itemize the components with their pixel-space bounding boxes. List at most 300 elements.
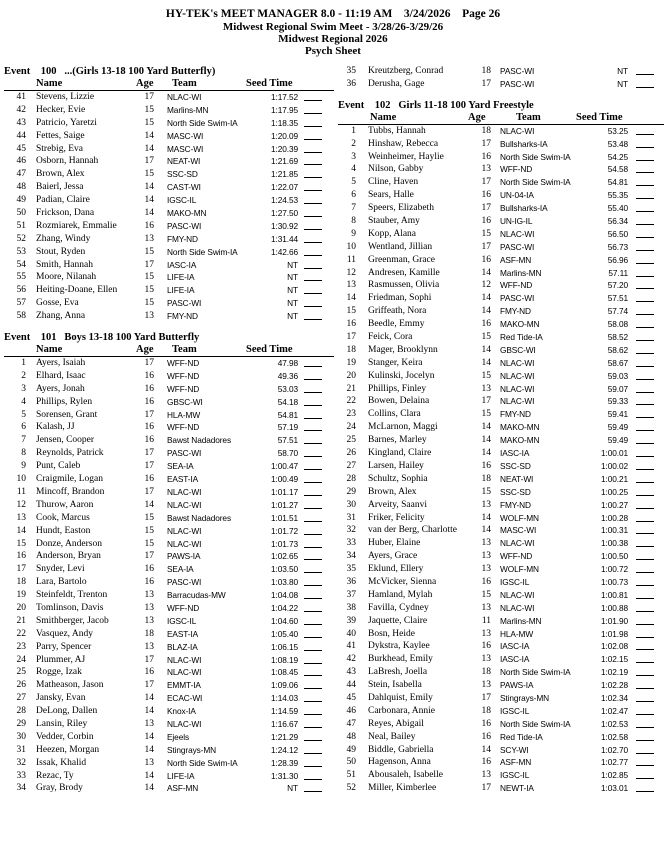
result-blank-line [304, 482, 322, 483]
seed-time: 1:20.09 [271, 130, 298, 141]
swimmer-name: Wentland, Jillian [368, 241, 433, 252]
swimmer-age: 14 [144, 731, 154, 742]
event-block [4, 331, 334, 795]
entry-rank: 12 [16, 499, 26, 510]
team-name: HLA-MW [167, 409, 201, 420]
entry-rank: 15 [16, 538, 26, 549]
team-name: North Side Swim-IA [500, 177, 571, 188]
seed-time: 47.98 [277, 358, 298, 369]
entry-rank: 25 [16, 667, 26, 678]
seed-time: 54.81 [277, 409, 298, 420]
swimmer-name: Eklund, Ellery [368, 564, 424, 575]
swimmer-age: 15 [481, 370, 491, 381]
swimmer-name: Weinheimer, Haylie [368, 151, 444, 162]
seed-time: 1:31.30 [271, 770, 298, 781]
seed-time: 1:24.12 [271, 744, 298, 755]
name-header: Name [370, 111, 397, 123]
swimmer-name: Stout, Ryden [36, 246, 86, 257]
result-blank-line [304, 637, 322, 638]
result-blank-line [304, 663, 322, 664]
swimmer-age: 13 [144, 718, 154, 729]
result-blank-line [636, 404, 654, 405]
team-name: FMY-ND [500, 409, 531, 420]
seed-time: 1:01.51 [271, 512, 298, 523]
entry-rank: 54 [16, 259, 26, 270]
event-title [4, 331, 334, 344]
entry-rank: 34 [16, 783, 26, 794]
entry-row [338, 782, 664, 795]
team-name: WFF-ND [500, 164, 533, 175]
result-blank-line [636, 224, 654, 225]
swimmer-name: Craigmile, Logan [36, 474, 104, 485]
entry-rank: 5 [351, 177, 356, 188]
swimmer-name: Smith, Hannah [36, 259, 93, 270]
team-name: WOLF-MN [500, 564, 539, 575]
entry-row [338, 615, 664, 628]
swimmer-name: Cook, Marcus [36, 512, 90, 523]
entry-rank: 44 [346, 680, 356, 691]
swimmer-name: Jansky, Evan [36, 693, 86, 704]
entry-rank: 28 [16, 706, 26, 717]
entry-rank: 38 [346, 602, 356, 613]
seed-time: 1:00.50 [601, 551, 628, 562]
team-name: WFF-ND [167, 383, 200, 394]
page-header-line [0, 8, 666, 20]
swimmer-age: 14 [481, 293, 491, 304]
entry-row [338, 589, 664, 602]
entry-row [338, 344, 664, 357]
result-blank-line [636, 637, 654, 638]
seed-time: 1:02.47 [601, 705, 628, 716]
swimmer-name: Biddle, Gabriella [368, 744, 434, 755]
entry-row [338, 705, 664, 718]
team-name: North Side Swim-IA [500, 151, 571, 162]
swimmer-name: Elhard, Isaac [36, 370, 86, 381]
result-blank-line [636, 353, 654, 354]
swimmer-name: Heezen, Morgan [36, 744, 100, 755]
entry-rank: 58 [16, 311, 26, 322]
seed-time: 1:03.01 [601, 783, 628, 794]
entry-rank: 56 [16, 285, 26, 296]
seed-header: Seed Time [576, 111, 623, 123]
seed-time: 1:08.19 [271, 654, 298, 665]
result-blank-line [304, 753, 322, 754]
seed-time: 1:04.22 [271, 602, 298, 613]
team-name: NLAC-WI [167, 499, 202, 510]
entry-row [338, 524, 664, 537]
swimmer-name: Stanger, Keira [368, 357, 423, 368]
entry-row [4, 705, 334, 718]
team-name: NLAC-WI [167, 718, 202, 729]
swimmer-name: Hamland, Mylah [368, 589, 433, 600]
entry-row [338, 331, 664, 344]
swimmer-age: 16 [481, 731, 491, 742]
seed-time: 58.70 [277, 448, 298, 459]
entry-rank: 43 [16, 117, 26, 128]
swimmer-name: Tomlinson, Davis [36, 602, 104, 613]
team-name: PASC-WI [167, 220, 202, 231]
entry-row [4, 246, 334, 259]
seed-time: 59.07 [607, 383, 628, 394]
swimmer-name: Rezac, Ty [36, 770, 74, 781]
swimmer-age: 17 [481, 783, 491, 794]
entry-row [338, 718, 664, 731]
entry-rank: 18 [346, 344, 356, 355]
name-header: Name [36, 344, 63, 356]
result-blank-line [304, 598, 322, 599]
entry-row [338, 202, 664, 215]
swimmer-name: Kingland, Claire [368, 448, 432, 459]
team-name: SSC-SD [500, 460, 531, 471]
team-name: MASC-WI [167, 143, 204, 154]
entry-row [4, 525, 334, 538]
entry-rank: 20 [16, 602, 26, 613]
entry-row [4, 615, 334, 628]
swimmer-age: 18 [481, 705, 491, 716]
swimmer-name: Stein, Isabella [368, 680, 422, 691]
result-blank-line [304, 701, 322, 702]
team-name: NLAC-WI [500, 125, 535, 136]
seed-time: 1:22.07 [271, 182, 298, 193]
seed-time: 1:04.60 [271, 615, 298, 626]
age-header: Age [468, 111, 486, 123]
seed-time: 49.36 [277, 370, 298, 381]
result-blank-line [636, 211, 654, 212]
result-blank-line [636, 482, 654, 483]
swimmer-age: 14 [481, 344, 491, 355]
swimmer-name: Huber, Elaine [368, 538, 421, 549]
team-name: Bullsharks-IA [500, 138, 548, 149]
swimmer-name: Anderson, Bryan [36, 551, 101, 562]
entry-rank: 46 [16, 156, 26, 167]
result-blank-line [636, 495, 654, 496]
result-blank-line [636, 456, 654, 457]
swimmer-age: 16 [144, 564, 154, 575]
entry-row [4, 654, 334, 667]
team-name: NLAC-WI [500, 357, 535, 368]
team-name: WFF-ND [500, 551, 533, 562]
seed-time: 1:01.90 [601, 615, 628, 626]
entry-row [4, 770, 334, 783]
entry-row [338, 628, 664, 641]
swimmer-name: Osborn, Hannah [36, 156, 99, 167]
result-blank-line [636, 276, 654, 277]
result-blank-line [304, 280, 322, 281]
swimmer-name: Patricio, Yaretzi [36, 117, 97, 128]
entry-row [4, 310, 334, 323]
seed-time: 57.51 [277, 435, 298, 446]
entry-rank: 57 [16, 298, 26, 309]
swimmer-age: 16 [481, 576, 491, 587]
team-name: NEAT-WI [500, 473, 534, 484]
swimmer-age: 15 [144, 272, 154, 283]
seed-time: 57.20 [607, 280, 628, 291]
entry-row [338, 486, 664, 499]
seed-time: 1:08.45 [271, 667, 298, 678]
entry-rank: 29 [16, 718, 26, 729]
entry-rank: 1 [21, 358, 26, 369]
swimmer-age: 14 [481, 744, 491, 755]
result-blank-line [304, 430, 322, 431]
right-column [338, 65, 664, 795]
entry-row [338, 769, 664, 782]
seed-time: 1:17.52 [271, 92, 298, 102]
swimmer-age: 13 [144, 615, 154, 626]
entry-row [338, 447, 664, 460]
entry-rank: 44 [16, 130, 26, 141]
seed-time: 1:27.50 [271, 208, 298, 219]
entry-rank: 22 [346, 396, 356, 407]
result-blank-line [304, 100, 322, 101]
seed-time: 1:01.27 [271, 499, 298, 510]
swimmer-name: Stauber, Amy [368, 216, 420, 227]
swimmer-age: 17 [144, 156, 154, 167]
seed-time: 1:21.85 [271, 169, 298, 180]
swimmer-age: 16 [144, 577, 154, 588]
swimmer-name: Lara, Bartolo [36, 577, 87, 588]
swimmer-name: Frickson, Dana [36, 208, 95, 219]
team-name: GBSC-WI [167, 396, 203, 407]
entry-rank: 11 [346, 254, 356, 265]
result-blank-line [636, 740, 654, 741]
result-blank-line [636, 327, 654, 328]
result-blank-line [304, 392, 322, 393]
result-blank-line [304, 319, 322, 320]
entry-rank: 24 [16, 654, 26, 665]
result-blank-line [636, 160, 654, 161]
swimmer-name: Punt, Caleb [36, 461, 81, 472]
seed-time: 1:00.72 [601, 564, 628, 575]
entry-row [338, 292, 664, 305]
entry-rank: 19 [16, 590, 26, 601]
name-header: Name [36, 78, 63, 89]
swimmer-name: Phillips, Rylen [36, 396, 93, 407]
entry-rank: 52 [16, 233, 26, 244]
entry-row [338, 176, 664, 189]
entry-rank: 1 [351, 125, 356, 136]
swimmer-name: Burkhead, Emily [368, 654, 433, 665]
swimmer-age: 14 [144, 208, 154, 219]
seed-time: 57.11 [608, 267, 628, 278]
team-name: PAWS-IA [500, 680, 534, 691]
entry-rank: 30 [346, 499, 356, 510]
event-number: 101 [40, 332, 57, 344]
seed-time: 1:21.29 [271, 731, 298, 742]
entry-rank: 27 [16, 693, 26, 704]
result-blank-line [304, 418, 322, 419]
result-blank-line [304, 791, 322, 792]
seed-time: 55.40 [607, 203, 628, 214]
result-blank-line [636, 147, 654, 148]
team-name: Marlins-MN [500, 267, 542, 278]
result-blank-line [636, 314, 654, 315]
team-name: WFF-ND [167, 370, 200, 381]
team-name: BLAZ-IA [167, 641, 198, 652]
entry-rank: 3 [21, 383, 26, 394]
entry-row [338, 228, 664, 241]
team-name: North Side Swim-IA [167, 246, 238, 257]
swimmer-name: Rogge, Izak [36, 667, 82, 678]
seed-time: 57.19 [277, 422, 298, 433]
software-version: HY-TEK's MEET MANAGER 8.0 - 11:19 AM [165, 8, 393, 20]
entry-row [4, 130, 334, 143]
result-blank-line [636, 688, 654, 689]
team-name: SEA-IA [167, 461, 194, 472]
swimmer-name: Reynolds, Patrick [36, 448, 104, 459]
team-name: Stingrays-MN [500, 692, 550, 703]
team-name: Bawst Nadadores [167, 435, 231, 446]
swimmer-age: 14 [144, 783, 154, 794]
result-blank-line [636, 675, 654, 676]
entry-row [338, 65, 664, 78]
swimmer-name: Baierl, Jessa [36, 182, 84, 193]
team-name: MAKO-MN [500, 319, 540, 330]
seed-time: 56.50 [607, 228, 628, 239]
team-name: NLAC-WI [167, 486, 202, 497]
seed-time: 1:02.53 [601, 718, 628, 729]
seed-time: 1:02.28 [601, 680, 628, 691]
entry-row [4, 370, 334, 383]
team-name: UN-04-IA [500, 190, 534, 201]
entry-row [4, 499, 334, 512]
result-blank-line [304, 688, 322, 689]
entry-rank: 51 [16, 220, 26, 231]
swimmer-age: 17 [144, 486, 154, 497]
entry-row [338, 163, 664, 176]
seed-time: 1:00.81 [601, 589, 628, 600]
swimmer-name: McVicker, Sienna [368, 576, 437, 587]
team-name: EAST-IA [167, 628, 199, 639]
swimmer-age: 15 [481, 589, 491, 600]
swimmer-age: 14 [144, 182, 154, 193]
swimmer-name: Smithberger, Jacob [36, 615, 109, 626]
seed-time: 1:04.08 [271, 590, 298, 601]
seed-time: 1:01.73 [271, 538, 298, 549]
team-name: Red Tide-IA [500, 332, 543, 343]
entry-row [338, 550, 664, 563]
seed-time: 1:02.65 [271, 551, 298, 562]
entry-row [338, 421, 664, 434]
team-name: PASC-WI [167, 448, 202, 459]
result-blank-line [304, 306, 322, 307]
team-name: PASC-WI [500, 66, 535, 76]
team-name: NLAC-WI [500, 370, 535, 381]
entry-rank: 8 [21, 448, 26, 459]
entry-row [338, 267, 664, 280]
swimmer-age: 18 [481, 66, 491, 76]
seed-time: NT [287, 285, 298, 296]
result-blank-line [636, 198, 654, 199]
swimmer-name: Stevens, Lizzie [36, 92, 95, 102]
swimmer-name: Sears, Halle [368, 190, 414, 201]
entry-row [4, 473, 334, 486]
swimmer-name: Carbonara, Annie [368, 705, 436, 716]
result-blank-line [636, 598, 654, 599]
entry-rank: 28 [346, 473, 356, 484]
entry-rank: 32 [346, 525, 356, 536]
result-blank-line [304, 379, 322, 380]
sheet-title: Psych Sheet [305, 45, 361, 57]
seed-time: 56.73 [607, 241, 628, 252]
team-name: North Side Swim-IA [167, 757, 238, 768]
swimmer-name: Brown, Alex [36, 169, 85, 180]
swimmer-age: 15 [144, 104, 154, 115]
team-name: MASC-WI [167, 130, 204, 141]
entry-row [4, 757, 334, 770]
team-name: IASC-IA [500, 654, 530, 665]
column-headers [338, 112, 664, 125]
result-blank-line [636, 791, 654, 792]
seed-time: 1:28.39 [271, 757, 298, 768]
swimmer-name: DeLong, Dallen [36, 706, 98, 717]
result-blank-line [304, 624, 322, 625]
swimmer-name: Larsen, Hailey [368, 460, 424, 471]
seed-time: 59.49 [607, 422, 628, 433]
entry-row [4, 155, 334, 168]
team-name: IASC-IA [500, 641, 530, 652]
entry-rank: 47 [346, 718, 356, 729]
entry-rank: 19 [346, 357, 356, 368]
swimmer-age: 15 [144, 298, 154, 309]
entry-row [4, 666, 334, 679]
entry-rank: 10 [16, 474, 26, 485]
entry-row [4, 194, 334, 207]
event-name: Boys 13-18 100 Yard Butterfly [64, 332, 200, 344]
swimmer-age: 17 [144, 654, 154, 665]
entry-row [338, 744, 664, 757]
entry-rank: 18 [16, 577, 26, 588]
team-name: WFF-ND [500, 280, 533, 291]
swimmer-age: 17 [481, 692, 491, 703]
team-name: WFF-ND [167, 422, 200, 433]
swimmer-age: 16 [481, 216, 491, 227]
team-name: Marlins-MN [167, 104, 209, 115]
entry-row [338, 563, 664, 576]
swimmer-name: Mincoff, Brandon [36, 486, 105, 497]
entry-rank: 20 [346, 370, 356, 381]
entry-row [338, 679, 664, 692]
meet-subtitle: Midwest Regional 2026 [278, 33, 388, 45]
entry-row [4, 447, 334, 460]
result-blank-line [304, 443, 322, 444]
swimmer-name: Ayers, Jonah [36, 383, 85, 394]
swimmer-age: 16 [144, 370, 154, 381]
left-column [4, 65, 334, 795]
team-name: FMY-ND [167, 233, 198, 244]
swimmer-name: Greenman, Grace [368, 254, 435, 265]
team-name: Red Tide-IA [500, 731, 543, 742]
swimmer-name: van der Berg, Charlotte [368, 525, 457, 536]
entry-rank: 41 [16, 92, 26, 102]
team-name: Marlins-MN [500, 615, 542, 626]
swimmer-age: 15 [144, 169, 154, 180]
team-name: GBSC-WI [500, 344, 536, 355]
result-blank-line [304, 177, 322, 178]
team-name: IGSC-IL [167, 615, 197, 626]
seed-time: 1:03.80 [271, 577, 298, 588]
entry-row [4, 486, 334, 499]
entry-row [338, 602, 664, 615]
event-gap [338, 91, 664, 99]
seed-time: 57.51 [607, 293, 628, 304]
swimmer-name: Neal, Bailey [368, 731, 416, 742]
entry-rank: 6 [21, 422, 26, 433]
swimmer-name: Rozmiarek, Emmalie [36, 220, 117, 231]
swimmer-name: Phillips, Finley [368, 383, 427, 394]
team-name: NLAC-WI [500, 538, 535, 549]
result-blank-line [636, 714, 654, 715]
seed-time: 58.67 [607, 357, 628, 368]
